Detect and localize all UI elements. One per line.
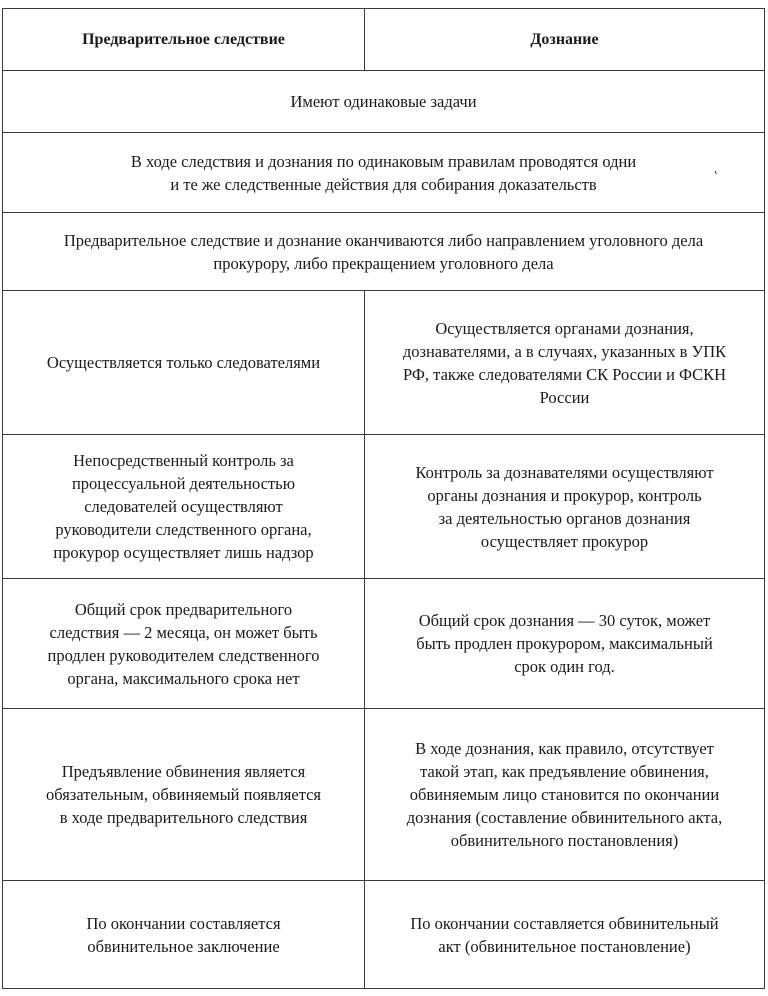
right-cell bbox=[365, 881, 765, 989]
text-line: В ходе дознания, как правило, отсутствует bbox=[415, 739, 714, 758]
comparison-table bbox=[2, 8, 765, 989]
text-line: органа, максимального срока нет bbox=[67, 668, 300, 688]
table-row bbox=[3, 579, 765, 709]
text-line: России bbox=[539, 387, 590, 407]
right-cell bbox=[365, 709, 765, 881]
header-row bbox=[3, 9, 765, 71]
common-cell bbox=[3, 71, 765, 133]
text-line: такой этап, как предъявление обвинения, bbox=[420, 762, 709, 781]
text-line: Общий срок дознания — 30 суток, может bbox=[418, 611, 711, 630]
text-line: обвиняемым лицо становится по окончании bbox=[409, 785, 720, 804]
left-cell bbox=[3, 435, 365, 579]
text-line: обязательным, обвиняемый появляется bbox=[45, 785, 322, 804]
common-cell bbox=[3, 213, 765, 291]
text-line: осуществляет прокурор bbox=[480, 531, 649, 551]
common-cell bbox=[3, 133, 765, 213]
text-line: руководители следственного органа, bbox=[55, 520, 312, 539]
left-cell bbox=[3, 709, 365, 881]
text-line: Непосредственный контроль за bbox=[73, 451, 294, 470]
text-line: Осуществляется органами дознания, bbox=[435, 318, 694, 338]
text-line: дознавателями, а в случаях, указанных в УПК bbox=[402, 341, 727, 361]
text-line: акт (обвинительное постановление) bbox=[438, 936, 691, 956]
text-line: органы дознания и прокурор, контроль bbox=[427, 485, 702, 505]
table-row bbox=[3, 291, 765, 435]
text-line: прокурор осуществляет лишь надзор bbox=[53, 543, 314, 562]
table-row bbox=[3, 709, 765, 881]
left-cell bbox=[3, 579, 365, 709]
text-line: процессуальной деятельностью bbox=[71, 474, 296, 493]
text-line: в ходе предварительного следствия bbox=[59, 808, 308, 827]
text-line: Контроль за дознавателями осуществляют bbox=[415, 462, 714, 482]
text-line: следствия — 2 месяца, он может быть bbox=[49, 622, 318, 642]
text-line: и те же следственные действия для собирания доказательств bbox=[170, 174, 597, 194]
table-row bbox=[3, 881, 765, 989]
text-line: РФ, также следователями СК России и ФСКН bbox=[402, 364, 726, 384]
header-inquiry: Дознание bbox=[365, 9, 765, 71]
text-line: обвинительное заключение bbox=[87, 936, 280, 956]
table-row bbox=[3, 435, 765, 579]
text-line: По окончании составляется bbox=[86, 913, 281, 933]
right-cell bbox=[365, 579, 765, 709]
text-line: обвинительного постановления) bbox=[450, 831, 679, 850]
text-line: дознания (составление обвинительного акта, bbox=[406, 808, 723, 827]
text-line: Предъявление обвинения является bbox=[61, 762, 306, 781]
common-row bbox=[3, 71, 765, 133]
text-line: Имеют одинаковые задачи bbox=[290, 92, 477, 111]
common-row bbox=[3, 213, 765, 291]
text-line: за деятельностью органов дознания bbox=[438, 508, 691, 528]
text-line: В ходе следствия и дознания по одинаковым правилам проводятся одни bbox=[130, 151, 637, 171]
left-cell bbox=[3, 881, 365, 989]
text-line: Предварительное следствие и дознание оканчиваются либо направлением уголовного дела bbox=[63, 230, 704, 250]
text-line: Осуществляется только следователями bbox=[46, 353, 321, 372]
scan-speck: ˛ bbox=[714, 160, 719, 175]
text-line: По окончании составляется обвинительный bbox=[410, 913, 719, 933]
text-line: продлен руководителем следственного bbox=[47, 645, 320, 665]
text-line: быть продлен прокурором, максимальный bbox=[416, 634, 713, 653]
left-cell bbox=[3, 291, 365, 435]
right-cell bbox=[365, 291, 765, 435]
text-line: срок один год. bbox=[514, 657, 615, 676]
header-preliminary-investigation: Предварительное следствие bbox=[3, 9, 365, 71]
text-line: следователей осуществляют bbox=[84, 497, 283, 516]
text-line: прокурору, либо прекращением уголовного дела bbox=[213, 253, 554, 273]
right-cell bbox=[365, 435, 765, 579]
common-row bbox=[3, 133, 765, 213]
text-line: Общий срок предварительного bbox=[74, 599, 293, 619]
